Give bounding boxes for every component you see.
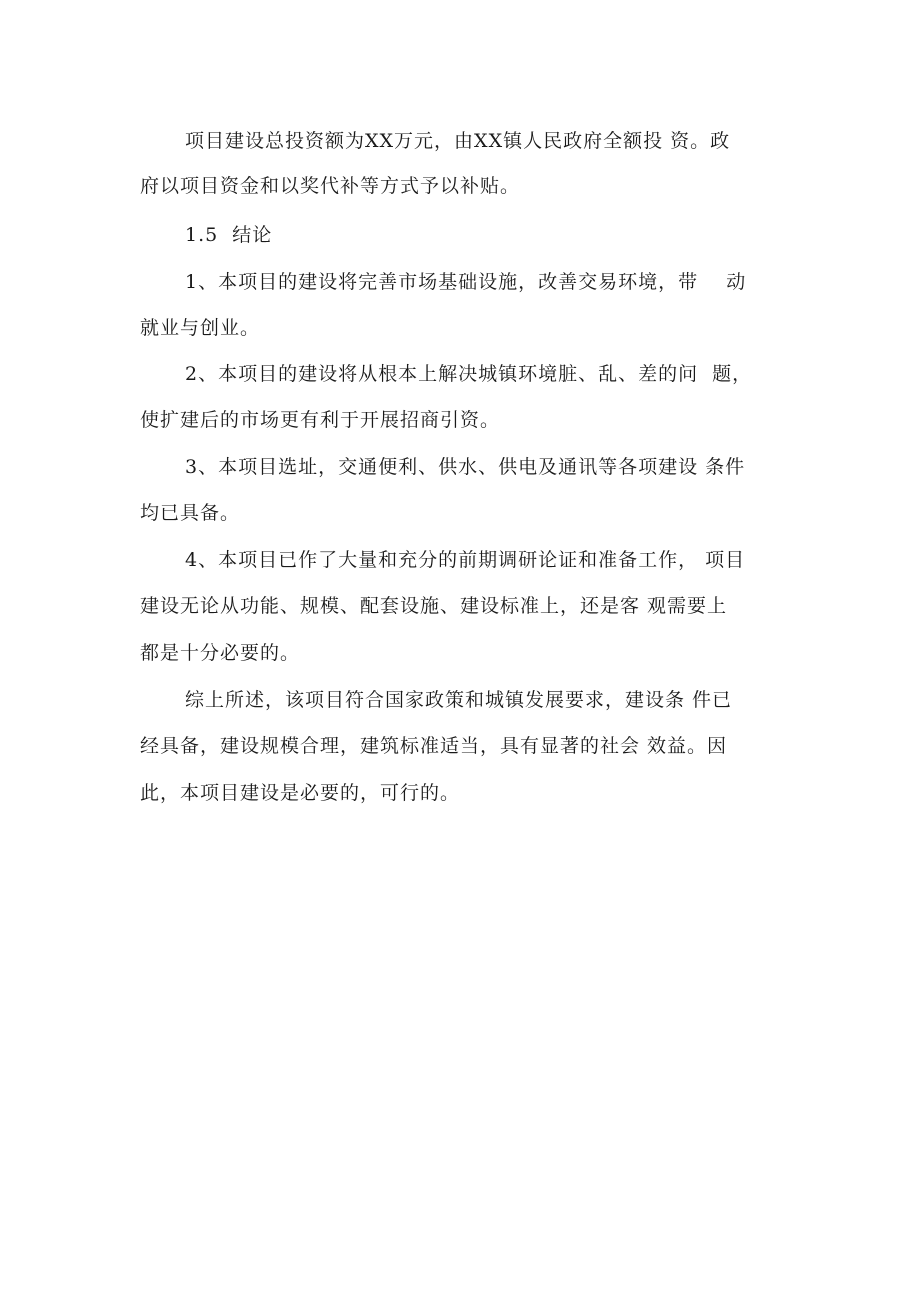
conclusion-item-3-line-1: 3、本项目选址，交通便利、供水、供电及通讯等各项建设 条件: [185, 456, 746, 478]
paragraph-investment-line-2: 府以项目资金和以奖代补等方式予以补贴。: [140, 175, 521, 197]
conclusion-item-4-line-2: 建设无论从功能、规模、配套设施、建设标准上，还是客 观需要上: [140, 595, 728, 617]
summary-line-1: 综上所述，该项目符合国家政策和城镇发展要求，建设条 件已: [185, 689, 733, 711]
section-heading-conclusion: 1.5 结论: [185, 224, 273, 246]
conclusion-item-4-line-1: 4、本项目已作了大量和充分的前期调研论证和准备工作， 项目: [185, 549, 746, 571]
conclusion-item-2-line-1: 2、本项目的建设将从根本上解决城镇环境脏、乱、差的问 题，: [185, 363, 753, 385]
conclusion-item-3-line-2: 均已具备。: [140, 502, 241, 524]
conclusion-item-2-line-2: 使扩建后的市场更有利于开展招商引资。: [140, 409, 501, 431]
conclusion-item-1-line-2: 就业与创业。: [140, 317, 261, 339]
conclusion-item-4-line-3: 都是十分必要的。: [140, 642, 301, 664]
paragraph-investment-line-1: 项目建设总投资额为XX万元，由XX镇人民政府全额投 资。政: [185, 130, 731, 152]
conclusion-item-1-line-1: 1、本项目的建设将完善市场基础设施，改善交易环境，带 动: [185, 271, 747, 293]
summary-line-3: 此，本项目建设是必要的，可行的。: [140, 782, 461, 804]
summary-line-2: 经具备，建设规模合理，建筑标准适当，具有显著的社会 效益。因: [140, 735, 728, 757]
